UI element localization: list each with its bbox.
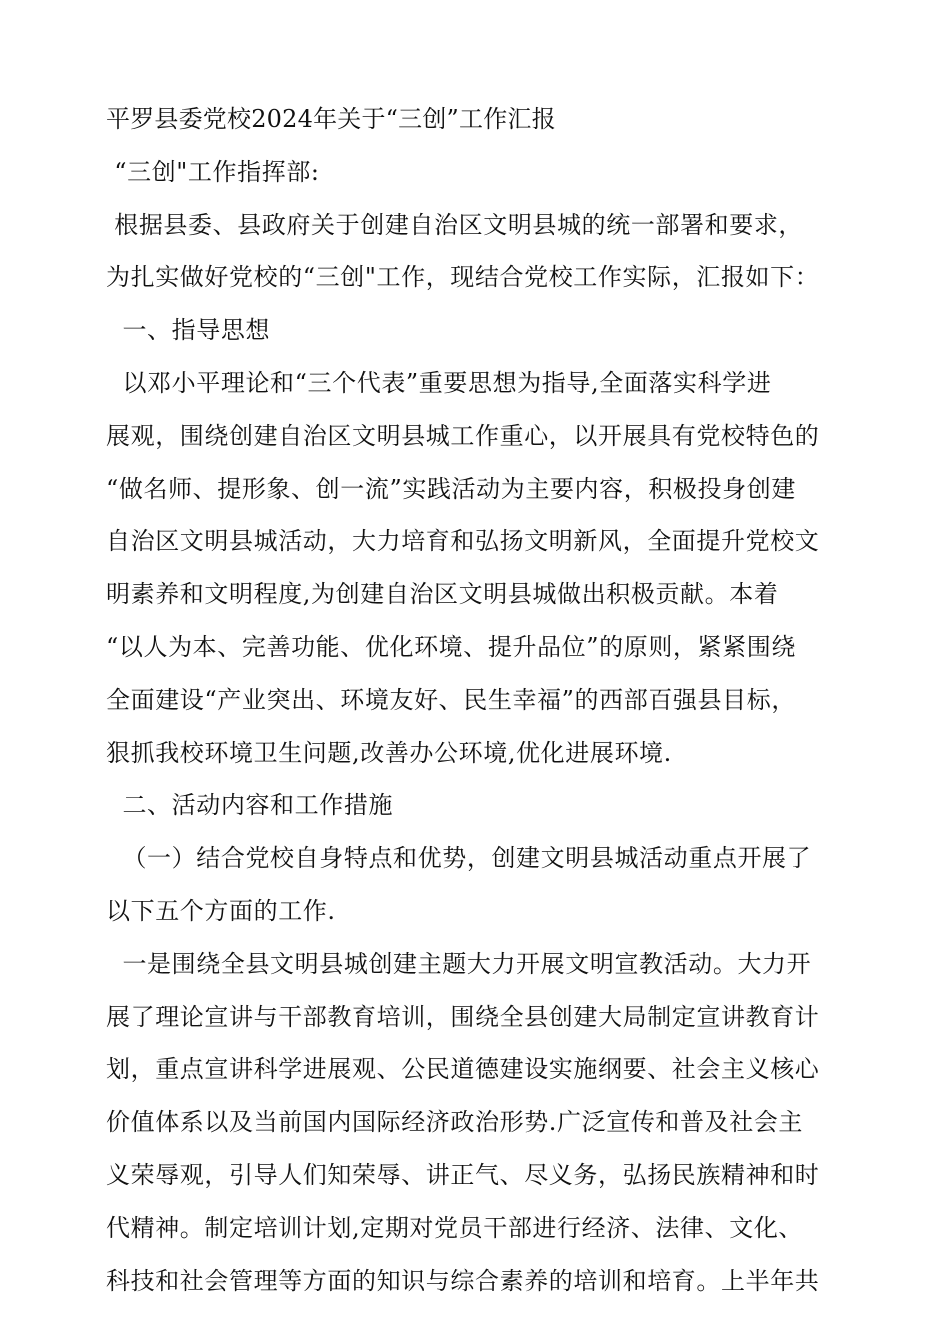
section-heading: 二、活动内容和工作措施	[106, 791, 394, 820]
text-line: 根据县委、县政府关于创建自治区文明县城的统一部署和要求，	[106, 210, 804, 239]
text-line: 狠抓我校环境卫生问题,改善办公环境,优化进展环境.	[106, 738, 672, 767]
text-line: 一是围绕全县文明县城创建主题大力开展文明宣教活动。大力开	[106, 949, 812, 978]
section-heading: 一、指导思想	[106, 316, 271, 345]
text-line: “做名师、提形象、创一流”实践活动为主要内容，积极投身创建	[106, 474, 796, 503]
addressee-line: “三创"工作指挥部:	[106, 157, 320, 186]
text-line: 为扎实做好党校的“三创"工作，现结合党校工作实际，汇报如下：	[106, 263, 820, 292]
text-line: 展观，围绕创建自治区文明县城工作重心，以开展具有党校特色的	[106, 421, 820, 450]
text-line: 明素养和文明程度,为创建自治区文明县城做出积极贡献。本着	[106, 580, 779, 609]
text-line: 划，重点宣讲科学进展观、公民道德建设实施纲要、社会主义核心	[106, 1055, 820, 1084]
text-line: 科技和社会管理等方面的知识与综合素养的培训和培育。上半年共	[106, 1266, 820, 1295]
text-line: “以人为本、完善功能、优化环境、提升品位”的原则，紧紧围绕	[106, 632, 796, 661]
document-body	[106, 104, 846, 1318]
text-line: 义荣辱观，引导人们知荣辱、讲正气、尽义务，弘扬民族精神和时	[106, 1160, 820, 1189]
text-line: 自治区文明县城活动，大力培育和弘扬文明新风，全面提升党校文	[106, 527, 820, 556]
text-line: 全面建设“产业突出、环境友好、民生幸福”的西部百强县目标，	[106, 685, 796, 714]
document-title: 平罗县委党校2024年关于“三创”工作汇报	[106, 105, 556, 133]
text-line: 展了理论宣讲与干部教育培训，围绕全县创建大局制定宣讲教育计	[106, 1002, 820, 1031]
text-line: （一）结合党校自身特点和优势，创建文明县城活动重点开展了	[106, 844, 812, 873]
text-line: 价值体系以及当前国内国际经济政治形势.广泛宣传和普及社会主	[106, 1108, 804, 1137]
text-line: 以下五个方面的工作.	[106, 896, 336, 925]
text-line: 代精神。制定培训计划,定期对党员干部进行经济、法律、文化、	[106, 1213, 804, 1242]
text-line: 以邓小平理论和“三个代表”重要思想为指导,全面落实科学进	[106, 368, 772, 397]
